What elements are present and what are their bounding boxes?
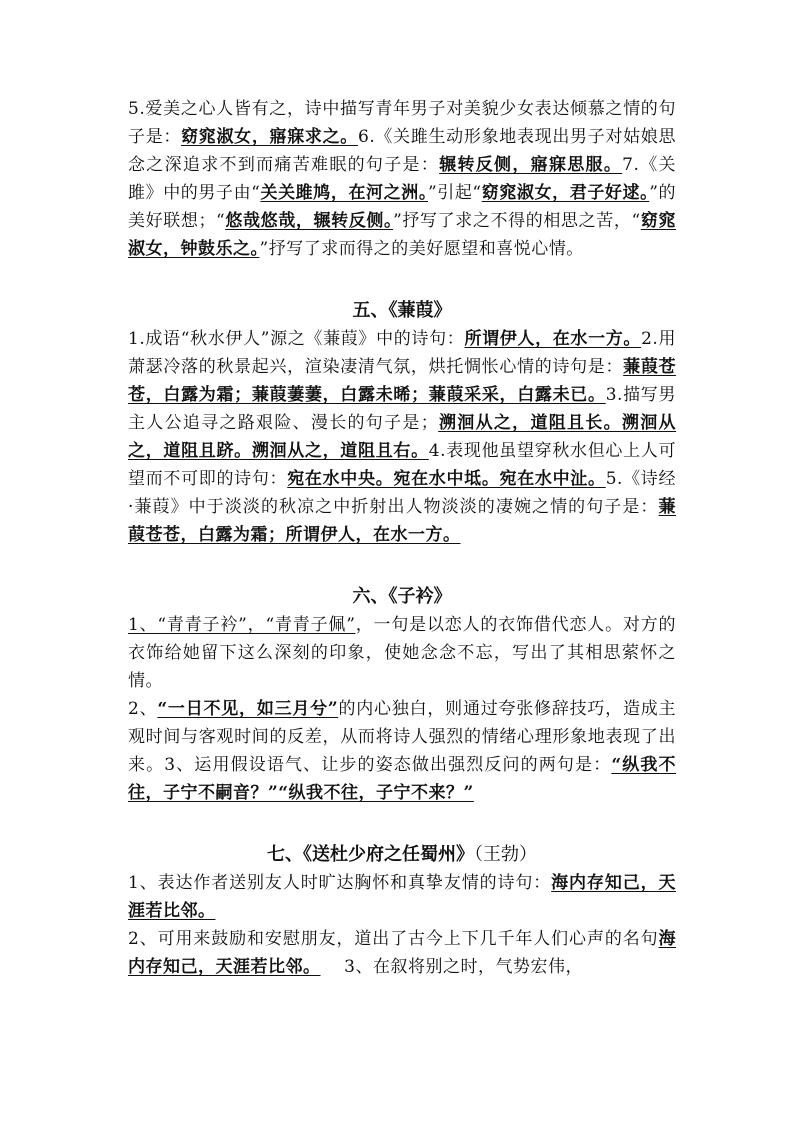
answer-text: 海内存知己，天涯若比邻。 bbox=[128, 929, 676, 977]
section-heading-zijin: 六、《子衿》 bbox=[352, 586, 452, 607]
songdu-item-1 bbox=[128, 869, 676, 925]
question-text: 1.成语“秋水伊人”源之《蒹葭》中的诗句： bbox=[128, 329, 465, 349]
answer-text: 溯洄从之，道阻且长。溯洄从之，道阻且跻。溯洄从之，道阻且右。 bbox=[128, 413, 677, 461]
answer-text: 宛在水中央。宛在水中坻。宛在水中沚。 bbox=[287, 469, 606, 489]
answer-text: 窈窕淑女，寤寐求之。 bbox=[181, 127, 358, 147]
question-text: 2.用萧瑟冷落的秋景起兴，渲染凄清气氛，烘托惆怅心情的诗句是： bbox=[128, 329, 676, 377]
question-text: 5.爱美之心人皆有之，诗中描写青年男子对美貌少女表达倾慕之情的句子是： bbox=[128, 99, 676, 147]
answer-text: “一日不见，如三月兮” bbox=[157, 699, 339, 719]
jianjia-section bbox=[128, 325, 676, 549]
section-heading-jianjia: 五、《蒹葭》 bbox=[352, 300, 452, 321]
question-text: 2、可用来鼓励和安慰朋友，道出了古今上下几千年人们心声的名句 bbox=[128, 929, 659, 949]
question-text: 的内心独白，则通过夸张修辞技巧，造成主观时间与客观时间的反差，从而将诗人强烈的情绪心理形象地表现了出来。 bbox=[128, 699, 676, 775]
answer-text: “纵我不往，子宁不嗣音？”“纵我不往，子宁不来？” bbox=[128, 755, 676, 803]
question-text: 3、在叙将别之时，气势宏伟， bbox=[344, 957, 583, 977]
zijin-item-1 bbox=[128, 611, 676, 695]
answer-text: 蒹葭苍苍，白露为霜；蒹葭萋萋，白露未晞；蒹葭采采，白露未已。 bbox=[128, 357, 677, 405]
question-text: ”抒写了求之不得的相思之苦，“ bbox=[393, 211, 641, 231]
answer-text: 窈窕淑女，君子好逑。 bbox=[481, 183, 650, 203]
question-text: 3.描写男主人公追寻之路艰险、漫长的句子是； bbox=[128, 385, 676, 433]
guanju-section bbox=[128, 95, 676, 263]
answer-text: 关关雎鸠，在河之洲。 bbox=[260, 183, 428, 203]
answer-text: 悠哉悠哉，辗转反侧。 bbox=[225, 211, 394, 231]
answer-text: 所谓伊人，在水一方。 bbox=[464, 329, 642, 349]
songdu-item-2 bbox=[128, 925, 676, 981]
answer-text: 窈窕淑女，钟鼓乐之。 bbox=[128, 211, 677, 259]
question-text: 5.《诗经·蒹葭》中于淡淡的秋凉之中折射出人物淡淡的凄婉之情的句子是： bbox=[128, 469, 676, 517]
question-text: 7.《关雎》中的男子由“ bbox=[128, 155, 676, 203]
question-text: 3、运用假设语气、让步的姿态做出强烈反问的两句是： bbox=[164, 755, 612, 775]
question-text: ，一句是以恋人的衣饰借代恋人。对方的衣饰给她留下这么深刻的印象，使她念念不忘，写出了其相思萦怀之情。 bbox=[128, 615, 676, 691]
question-text: ”引起“ bbox=[427, 183, 482, 203]
question-text: ”的美好联想；“ bbox=[128, 183, 677, 231]
heading-author: （王勃） bbox=[474, 844, 537, 865]
answer-text: 辗转反侧，寤寐思服。 bbox=[439, 155, 623, 175]
question-text: 6.《关雎生动形象地表现出男子对姑娘思念之深追求不到而痛苦难眠的句子是： bbox=[128, 127, 676, 175]
question-text: ”抒写了求而得之的美好愿望和喜悦心情。 bbox=[259, 239, 584, 259]
item-number: 2、 bbox=[128, 699, 158, 719]
zijin-item-2 bbox=[128, 695, 676, 807]
heading-title: 七、《送杜少府之任蜀州》 bbox=[267, 844, 474, 865]
answer-text: 海内存知己，天涯若比邻。 bbox=[128, 873, 676, 921]
section-heading-songdu bbox=[128, 841, 676, 869]
answer-text: 1、“青青子衿”，“青青子佩” bbox=[128, 615, 356, 635]
question-text: 4.表现他虽望穿秋水但心上人可望而不可即的诗句： bbox=[128, 441, 676, 489]
question-text: 1、表达作者送别友人时旷达胸怀和真挚友情的诗句： bbox=[128, 873, 552, 893]
answer-text: 蒹葭苍苍，白露为霜；所谓伊人，在水一方。 bbox=[128, 497, 676, 545]
